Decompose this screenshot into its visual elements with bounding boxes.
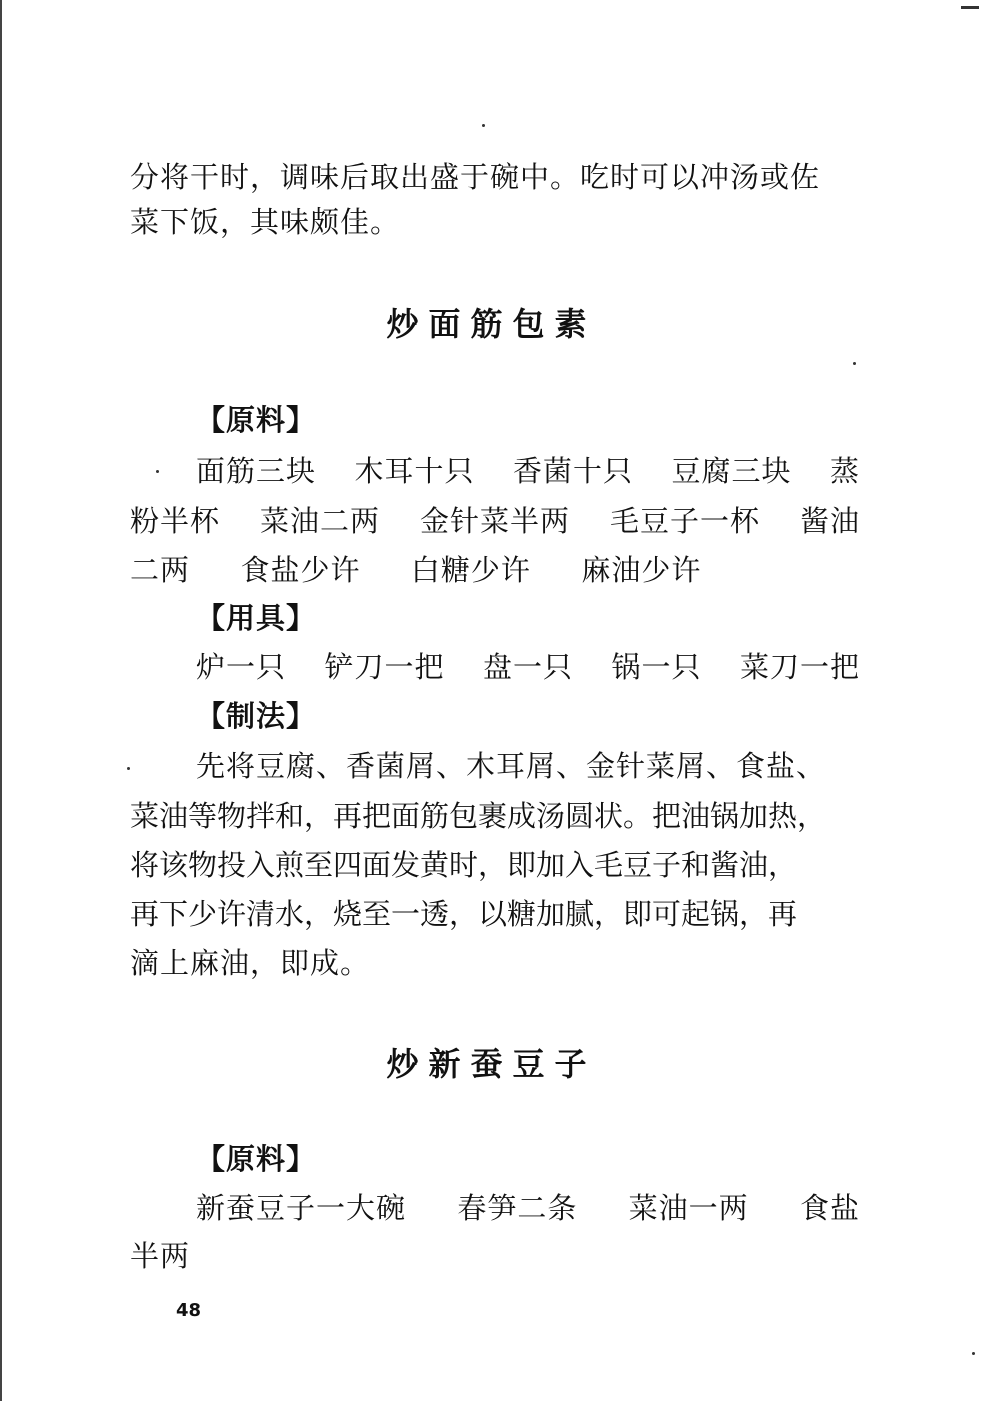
ingredient-item: 食盐 <box>799 1191 860 1225</box>
ingredients-line-3 <box>130 550 701 590</box>
method-line-4: 再下少许清水，烧至一透，以糖加腻，即可起锅，再 <box>130 897 798 931</box>
ingredient-item: 新蚕豆子一大碗 <box>196 1191 407 1225</box>
tool-item: 盘一只 <box>482 650 573 684</box>
tools-line <box>196 647 860 687</box>
scan-mark <box>961 6 979 9</box>
ingredient-item: 面筋三块 <box>196 454 317 488</box>
tool-item: 锅一只 <box>611 650 702 684</box>
ingredients-line-1 <box>196 451 860 491</box>
method-label: 【制法】 <box>196 699 317 733</box>
scan-speck <box>972 1352 975 1355</box>
ingredient-item: 粉半杯 <box>130 504 221 538</box>
ingredient-item: 蒸 <box>829 454 860 488</box>
ingredient-item: 木耳十只 <box>354 454 475 488</box>
method-line-3: 将该物投入煎至四面发黄时，即加入毛豆子和酱油， <box>130 848 798 882</box>
ingredient-item: 菜油一两 <box>628 1191 749 1225</box>
ingredients-line-2 <box>130 501 860 541</box>
ingredients-label-1: 【原料】 <box>196 403 317 437</box>
ingredient-item: 麻油少许 <box>581 553 702 587</box>
ingredients-label-2: 【原料】 <box>196 1142 317 1176</box>
scan-speck <box>853 362 856 365</box>
ingredient-item: 菜油二两 <box>259 504 380 538</box>
ingredients-line-2-1 <box>196 1188 860 1228</box>
scan-speck <box>156 470 159 473</box>
scan-speck <box>127 767 130 770</box>
intro-line-2 <box>130 202 400 242</box>
ingredient-item: 香菌十只 <box>512 454 633 488</box>
method-line-2: 菜油等物拌和，再把面筋包裹成汤圆状。把油锅加热， <box>130 799 827 833</box>
ingredient-item: 白糖少许 <box>410 553 531 587</box>
scan-speck <box>482 124 485 127</box>
tool-item: 炉一只 <box>196 650 287 684</box>
ingredient-item: 春笋二条 <box>457 1191 578 1225</box>
recipe-title-1: 炒面筋包素 <box>386 305 597 343</box>
ingredient-item: 二两 <box>130 553 191 587</box>
intro-text-1: 分将干时，调味后取出盛于碗中。吃时可以冲汤或佐 <box>130 160 821 194</box>
tools-label: 【用具】 <box>196 601 317 635</box>
page-edge-shadow <box>0 0 2 1401</box>
intro-text-2: 菜下饭，其味颇佳。 <box>130 205 401 239</box>
tool-item: 菜刀一把 <box>739 650 860 684</box>
ingredient-item: 毛豆子一杯 <box>609 504 760 538</box>
ingredient-item: 豆腐三块 <box>671 454 792 488</box>
tool-item: 铲刀一把 <box>324 650 445 684</box>
ingredient-item: 食盐少许 <box>240 553 361 587</box>
ingredient-item: 金针菜半两 <box>419 504 570 538</box>
recipe-title-2: 炒新蚕豆子 <box>386 1045 597 1083</box>
ingredient-item: 酱油 <box>799 504 860 538</box>
method-line-5: 滴上麻油，即成。 <box>130 946 371 980</box>
ingredients-line-2-2: 半两 <box>130 1239 191 1273</box>
method-line-1: 先将豆腐、香菌屑、木耳屑、金针菜屑、食盐、 <box>196 749 827 783</box>
intro-line-1 <box>130 157 860 197</box>
page-number: 48 <box>176 1300 202 1321</box>
